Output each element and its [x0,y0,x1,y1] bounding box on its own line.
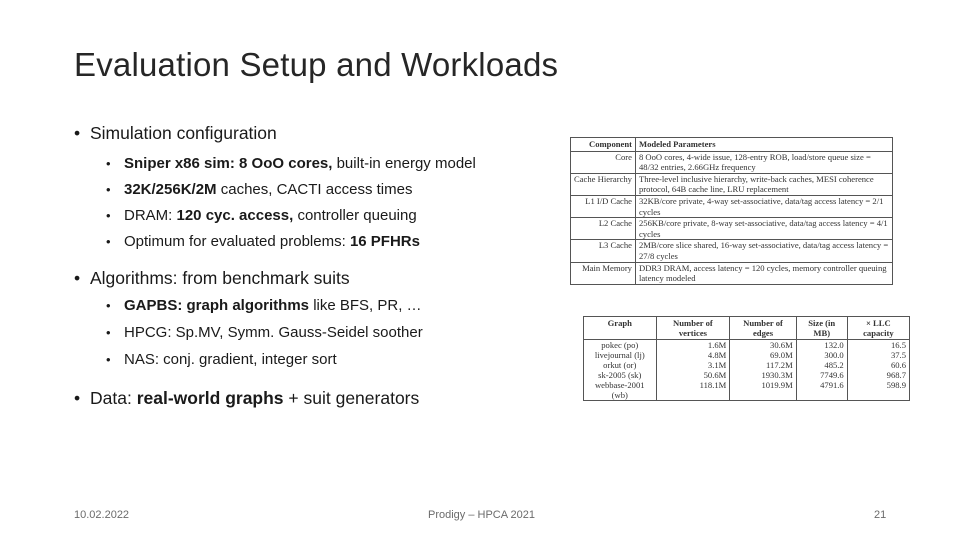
footer-page-number: 21 [874,509,887,521]
graph-row [584,380,910,401]
graph-cell: 117.2M [730,360,796,370]
sub-bullet-gapbs [94,296,574,316]
graph-cell: 30.6M [730,340,796,351]
config-row [571,173,893,195]
config-row [571,195,893,217]
graph-cell: 1.6M [656,340,730,351]
graph-cell: 50.6M [656,370,730,380]
config-component: L3 Cache [571,240,636,262]
graph-cell: 118.1M [656,380,730,401]
caches-bold: 32K/256K/2M [124,181,217,198]
footer-title: Prodigy – HPCA 2021 [428,509,536,521]
graph-cell: livejournal (lj) [584,350,657,360]
data-rest: + suit generators [283,388,420,408]
sub-bullet-caches [94,180,574,200]
graph-cell: 37.5 [847,350,909,360]
config-params: Three-level inclusive hierarchy, write-back caches, MESI coherence protocol, 64B cache line, LRU replacement [635,173,892,195]
dram-rest: controller queuing [293,207,417,224]
config-header-row [571,138,893,152]
config-params: 8 OoO cores, 4-wide issue, 128-entry ROB, load/store queue size = 48/32 entries, 2.66GHz frequency [635,151,892,173]
config-params: 32KB/core private, 4-way set-associative, data/tag access latency = 2/1 cycles [635,195,892,217]
graph-cell: sk-2005 (sk) [584,370,657,380]
config-row [571,240,893,262]
bullet-algorithms: • Algorithms: from benchmark suits [74,267,574,289]
graph-row [584,370,910,380]
graph-cell: 3.1M [656,360,730,370]
dram-bold: 120 cyc. access, [176,207,294,224]
graph-header-name: Graph [584,317,657,340]
data-bold: real-world graphs [136,388,284,408]
config-table [570,137,893,285]
graph-cell: 7749.6 [796,370,847,380]
graph-header-row [584,317,910,340]
bullet-data [74,387,574,409]
config-component: L2 Cache [571,218,636,240]
graph-header-vertices: Number of vertices [656,317,730,340]
config-row [571,262,893,284]
config-params: DDR3 DRAM, access latency = 120 cycles, memory controller queuing latency modeled [635,262,892,284]
data-pre: Data: [90,388,137,408]
sniper-bold: Sniper x86 sim: 8 OoO cores, [124,155,333,172]
graph-cell: 1019.9M [730,380,796,401]
config-component: Main Memory [571,262,636,284]
graph-cell: 132.0 [796,340,847,351]
config-component: L1 I/D Cache [571,195,636,217]
graph-cell: pokec (po) [584,340,657,351]
graph-header-llc: × LLC capacity [847,317,909,340]
graph-cell: 300.0 [796,350,847,360]
graph-cell: 4.8M [656,350,730,360]
config-component: Core [571,151,636,173]
graph-cell: 16.5 [847,340,909,351]
graph-cell: 60.6 [847,360,909,370]
slide-title: Evaluation Setup and Workloads [74,46,559,83]
graph-header-edges: Number of edges [730,317,796,340]
bullet-list [74,122,574,409]
graph-cell: 1930.3M [730,370,796,380]
graph-row [584,340,910,351]
graph-cell: 69.0M [730,350,796,360]
sub-bullet-pfhrs [94,232,574,252]
sub-bullet-hpcg: • HPCG: Sp.MV, Symm. Gauss-Seidel soother [94,323,574,343]
graph-cell: 598.9 [847,380,909,401]
pfhrs-bold: 16 PFHRs [349,233,420,250]
footer-date: 10.02.2022 [74,509,130,521]
caches-rest: caches, CACTI access times [216,181,413,198]
config-header-component: Component [571,138,636,152]
pfhrs-pre: Optimum for evaluated problems: [124,233,350,250]
config-params: 2MB/core slice shared, 16-way set-associative, data/tag access latency = 27/8 cycles [635,240,892,262]
graph-row [584,350,910,360]
graph-cell: webbase-2001 (wb) [584,380,657,401]
sub-bullet-nas: • NAS: conj. gradient, integer sort [94,350,574,370]
bullet-simulation: • Simulation configuration [74,122,574,144]
dram-pre: DRAM: [124,207,177,224]
graph-cell: 968.7 [847,370,909,380]
sniper-rest: built-in energy model [332,155,476,172]
gapbs-bold: GAPBS: graph algorithms [124,297,310,314]
graph-cell: 4791.6 [796,380,847,401]
config-params: 256KB/core private, 8-way set-associative, data/tag access latency = 4/1 cycles [635,218,892,240]
graph-row [584,360,910,370]
graph-table [583,316,910,401]
config-header-params: Modeled Parameters [635,138,892,152]
graph-cell: orkut (or) [584,360,657,370]
sub-bullet-sniper [94,154,574,174]
config-component: Cache Hierarchy [571,173,636,195]
config-row [571,151,893,173]
graph-header-size: Size (in MB) [796,317,847,340]
sub-bullet-dram [94,206,574,226]
gapbs-rest: like BFS, PR, … [309,297,422,314]
graph-cell: 485.2 [796,360,847,370]
config-row [571,218,893,240]
